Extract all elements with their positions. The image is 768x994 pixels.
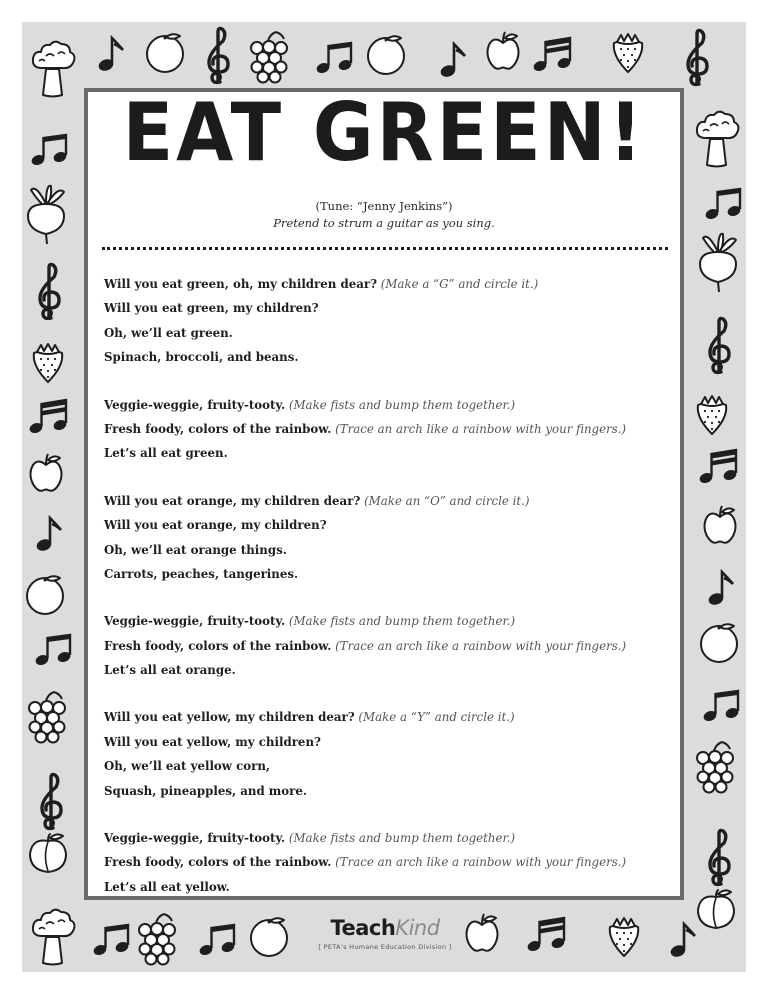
peach-icon [26, 832, 70, 876]
lyric-text: Let’s all eat orange. [104, 663, 236, 678]
note-icon [96, 34, 126, 74]
grapes-icon [246, 30, 292, 84]
lyrics [104, 272, 664, 922]
lyric-line [104, 393, 664, 417]
lyric-line [104, 441, 664, 465]
lyric-line [104, 609, 664, 633]
lyric-text: Will you eat green, my children? [104, 301, 319, 316]
lyric-line [104, 875, 664, 899]
logo-subtitle: [ PETA’s Humane Education Division ] [318, 943, 452, 951]
lyric-line [104, 705, 664, 729]
orange-icon [365, 32, 409, 76]
peach-icon [694, 888, 738, 932]
lyric-text: Veggie-weggie, fruity-tooty. [104, 397, 286, 412]
lyric-line [104, 296, 664, 320]
beet-icon [694, 230, 742, 294]
lyric-text: Will you eat orange, my children dear? [104, 493, 361, 508]
snote-icon [698, 448, 742, 486]
lyric-text: Let’s all eat green. [104, 446, 228, 461]
tune-note: (Tune: “Jenny Jenkins”) [315, 199, 453, 213]
lyric-line [104, 730, 664, 754]
logo-kind: Kind [395, 916, 440, 940]
stanza [104, 826, 664, 899]
instruction-note: Pretend to strum a guitar as you sing. [273, 216, 495, 230]
lyric-line [104, 345, 664, 369]
lyric-line [104, 634, 664, 658]
lyric-text: Squash, pineapples, and more. [104, 783, 307, 798]
dnote-icon [198, 922, 238, 958]
strawberry-icon [30, 340, 66, 384]
snote-icon [532, 36, 576, 74]
grapes-icon [134, 912, 180, 966]
logo-teach: Teach [330, 916, 396, 940]
grapes-icon [692, 740, 738, 794]
dnote-icon [702, 688, 742, 724]
action-note: (Trace an arch like a rainbow with your fingers.) [335, 855, 627, 870]
note-icon [668, 920, 698, 960]
action-note: (Trace an arch like a rainbow with your fingers.) [335, 421, 627, 436]
clef-icon [203, 26, 235, 86]
apple-icon [464, 912, 500, 954]
lyric-line [104, 779, 664, 803]
strawberry-icon [610, 30, 646, 74]
apple-icon [28, 452, 64, 494]
lyric-line [104, 417, 664, 441]
lyric-line [104, 754, 664, 778]
lyric-text: Fresh foody, colors of the rainbow. [104, 855, 332, 870]
strawberry-icon [606, 914, 642, 958]
dnote-icon [704, 186, 744, 222]
broccoli-icon [692, 108, 742, 168]
lyric-line [104, 321, 664, 345]
orange-icon [698, 620, 742, 664]
lyric-text: Oh, we’ll eat yellow corn, [104, 759, 271, 774]
lyric-text: Spinach, broccoli, and beans. [104, 350, 299, 365]
dnote-icon [34, 632, 74, 668]
orange-icon [248, 914, 292, 958]
lyric-text: Fresh foody, colors of the rainbow. [104, 638, 332, 653]
action-note: (Trace an arch like a rainbow with your fingers.) [335, 638, 627, 653]
strawberry-icon [694, 392, 730, 436]
action-note: (Make a “G” and circle it.) [380, 277, 539, 291]
apple-icon [485, 30, 521, 72]
action-note: (Make a “Y” and circle it.) [358, 710, 515, 725]
snote-icon [28, 398, 72, 436]
clef-icon [36, 772, 68, 832]
orange-icon [24, 572, 68, 616]
orange-icon [144, 30, 188, 74]
action-note: (Make fists and bump them together.) [288, 397, 516, 412]
dnote-icon [315, 40, 355, 76]
lyric-line [104, 658, 664, 682]
lyric-text: Oh, we’ll eat green. [104, 325, 233, 340]
action-note: (Make an “O” and circle it.) [364, 493, 530, 508]
dnote-icon [30, 132, 70, 168]
lyric-line [104, 513, 664, 537]
beet-icon [22, 182, 70, 246]
lyric-text: Will you eat orange, my children? [104, 518, 327, 533]
stanza [104, 272, 664, 370]
clef-icon [682, 28, 714, 88]
action-note: (Make fists and bump them together.) [288, 831, 516, 846]
clef-icon [704, 316, 736, 376]
dnote-icon [92, 922, 132, 958]
lyric-text: Veggie-weggie, fruity-tooty. [104, 614, 286, 629]
lyric-text: Will you eat yellow, my children dear? [104, 710, 355, 725]
grapes-icon [24, 690, 70, 744]
lyric-text: Will you eat yellow, my children? [104, 734, 321, 749]
stanza [104, 393, 664, 466]
broccoli-icon [28, 906, 78, 966]
snote-icon [526, 916, 570, 954]
logo-wordmark [305, 918, 465, 939]
note-icon [438, 40, 468, 80]
lyric-text: Fresh foody, colors of the rainbow. [104, 421, 332, 436]
note-icon [706, 568, 736, 608]
stanza [104, 609, 664, 682]
clef-icon [34, 262, 66, 322]
lyric-line [104, 826, 664, 850]
clef-icon [704, 828, 736, 888]
lyric-text: Oh, we’ll eat orange things. [104, 542, 287, 557]
lyric-line [104, 272, 664, 296]
lyric-line [104, 850, 664, 874]
page-title: EAT GREEN! [122, 86, 646, 180]
apple-icon [702, 504, 738, 546]
lyric-text: Let’s all eat yellow. [104, 879, 230, 894]
lyric-line [104, 562, 664, 586]
dotted-divider [102, 247, 668, 250]
broccoli-icon [28, 38, 78, 98]
lyric-line [104, 489, 664, 513]
teachkind-logo [305, 918, 465, 951]
stanza [104, 489, 664, 587]
lyric-text: Will you eat green, oh, my children dear? [104, 277, 377, 291]
lyric-line [104, 538, 664, 562]
lyric-text: Carrots, peaches, tangerines. [104, 566, 299, 581]
note-icon [34, 514, 64, 554]
lyric-text: Veggie-weggie, fruity-tooty. [104, 831, 286, 846]
stanza [104, 705, 664, 803]
action-note: (Make fists and bump them together.) [288, 614, 516, 629]
